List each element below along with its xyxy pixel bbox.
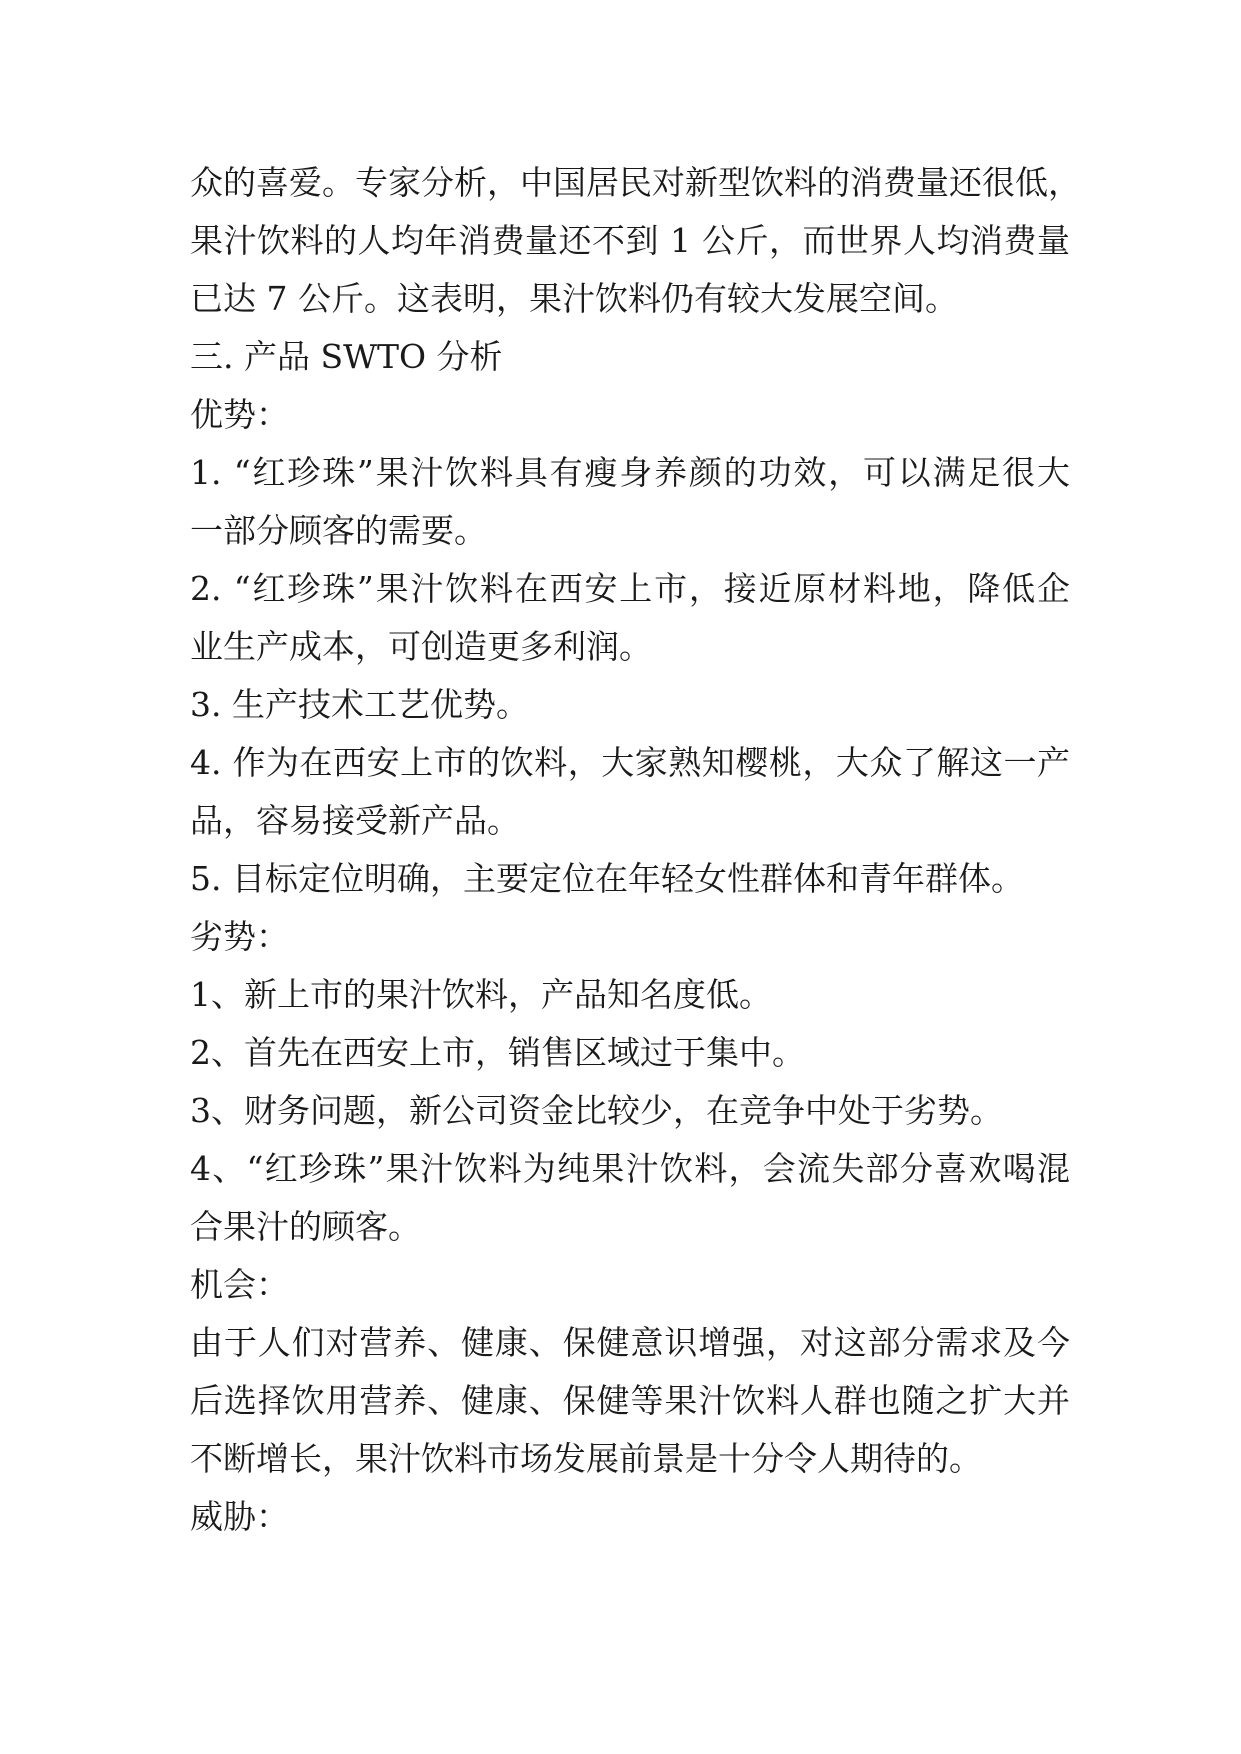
list-item-continuation: 一部分顾客的需要。 [190,511,487,550]
body-text-line: 果汁饮料的人均年消费量还不到 1 公斤，而世界人均消费量 [190,221,1070,260]
subheading-weaknesses: 劣势： [190,917,289,956]
body-text-line: 已达 7 公斤。这表明，果汁饮料仍有较大发展空间。 [190,279,958,318]
list-item: 3、财务问题，新公司资金比较少，在竞争中处于劣势。 [190,1091,1003,1130]
body-text-line: 后选择饮用营养、健康、保健等果汁饮料人群也随之扩大并 [190,1381,1070,1420]
body-text-line: 不断增长，果汁饮料市场发展前景是十分令人期待的。 [190,1439,982,1478]
list-item: 4. 作为在西安上市的饮料，大家熟知樱桃，大众了解这一产 [190,743,1070,782]
subheading-threats: 威胁： [190,1497,289,1536]
list-item: 2. “红珍珠”果汁饮料在西安上市，接近原材料地，降低企 [190,569,1070,608]
body-text-line: 众的喜爱。专家分析，中国居民对新型饮料的消费量还很低， [190,163,1081,202]
list-item: 2、首先在西安上市，销售区域过于集中。 [190,1033,805,1072]
list-item-continuation: 合果汁的顾客。 [190,1207,421,1246]
section-heading: 三. 产品 SWTO 分析 [190,337,503,376]
list-item: 1、新上市的果汁饮料，产品知名度低。 [190,975,772,1014]
list-item: 5. 目标定位明确，主要定位在年轻女性群体和青年群体。 [190,859,1024,898]
list-item: 3. 生产技术工艺优势。 [190,685,529,724]
list-item-continuation: 品，容易接受新产品。 [190,801,520,840]
body-text-line: 由于人们对营养、健康、保健意识增强，对这部分需求及今 [190,1323,1070,1362]
subheading-strengths: 优势： [190,395,289,434]
list-item: 1. “红珍珠”果汁饮料具有瘦身养颜的功效，可以满足很大 [190,453,1070,492]
list-item-continuation: 业生产成本，可创造更多利润。 [190,627,652,666]
subheading-opportunities: 机会： [190,1265,289,1304]
list-item: 4、“红珍珠”果汁饮料为纯果汁饮料，会流失部分喜欢喝混 [190,1149,1070,1188]
